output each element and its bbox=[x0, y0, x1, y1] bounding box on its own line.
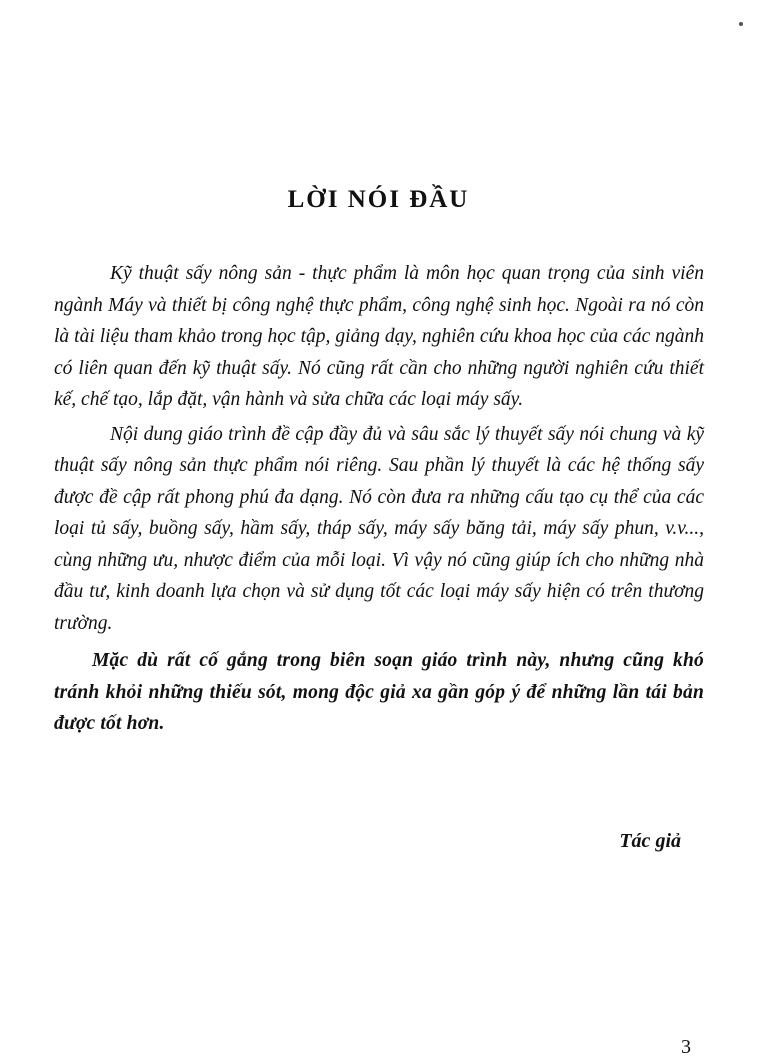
scan-mark bbox=[739, 22, 743, 26]
page-title: LỜI NÓI ĐẦU bbox=[287, 186, 470, 213]
preface-paragraph-1: Kỹ thuật sấy nông sản - thực phẩm là môn học quan trọng của sinh viên ngành Máy và thiết bị công nghệ thực phẩm, công nghệ sinh học. Ngoài ra nó còn là tài liệu tham khảo trong học tập, giảng dạy, nghiên cứu khoa học của các ngành có liên quan đến kỹ thuật sấy. Nó cũng rất cần cho những người nghiên cứu thiết kế, chế tạo, lắp đặt, vận hành và sửa chữa các loại máy sấy. bbox=[54, 263, 704, 410]
page-number: 3 bbox=[681, 1036, 691, 1058]
preface-paragraph-3: Mặc dù rất cố gắng trong biên soạn giáo trình này, nhưng cũng khó tránh khỏi những thiếu sót, mong độc giả xa gần góp ý để những lần tái bản được tốt hơn. bbox=[54, 650, 704, 734]
preface-body bbox=[54, 258, 704, 740]
preface-paragraph-2: Nội dung giáo trình đề cập đầy đủ và sâu sắc lý thuyết sấy nói chung và kỹ thuật sấy nông sản thực phẩm nói riêng. Sau phần lý thuyết là các hệ thống sấy được đề cập rất phong phú đa dạng. Nó còn đưa ra những cấu tạo cụ thể của các loại tủ sấy, buồng sấy, hầm sấy, tháp sấy, máy sấy băng tải, máy sấy phun, v.v..., cùng những ưu, nhược điểm của mỗi loại. Vì vậy nó cũng giúp ích cho những nhà đầu tư, kinh doanh lựa chọn và sử dụng tốt các loại máy sấy hiện có trên thương trường. bbox=[54, 423, 704, 634]
author-signature: Tác giả bbox=[619, 830, 681, 852]
